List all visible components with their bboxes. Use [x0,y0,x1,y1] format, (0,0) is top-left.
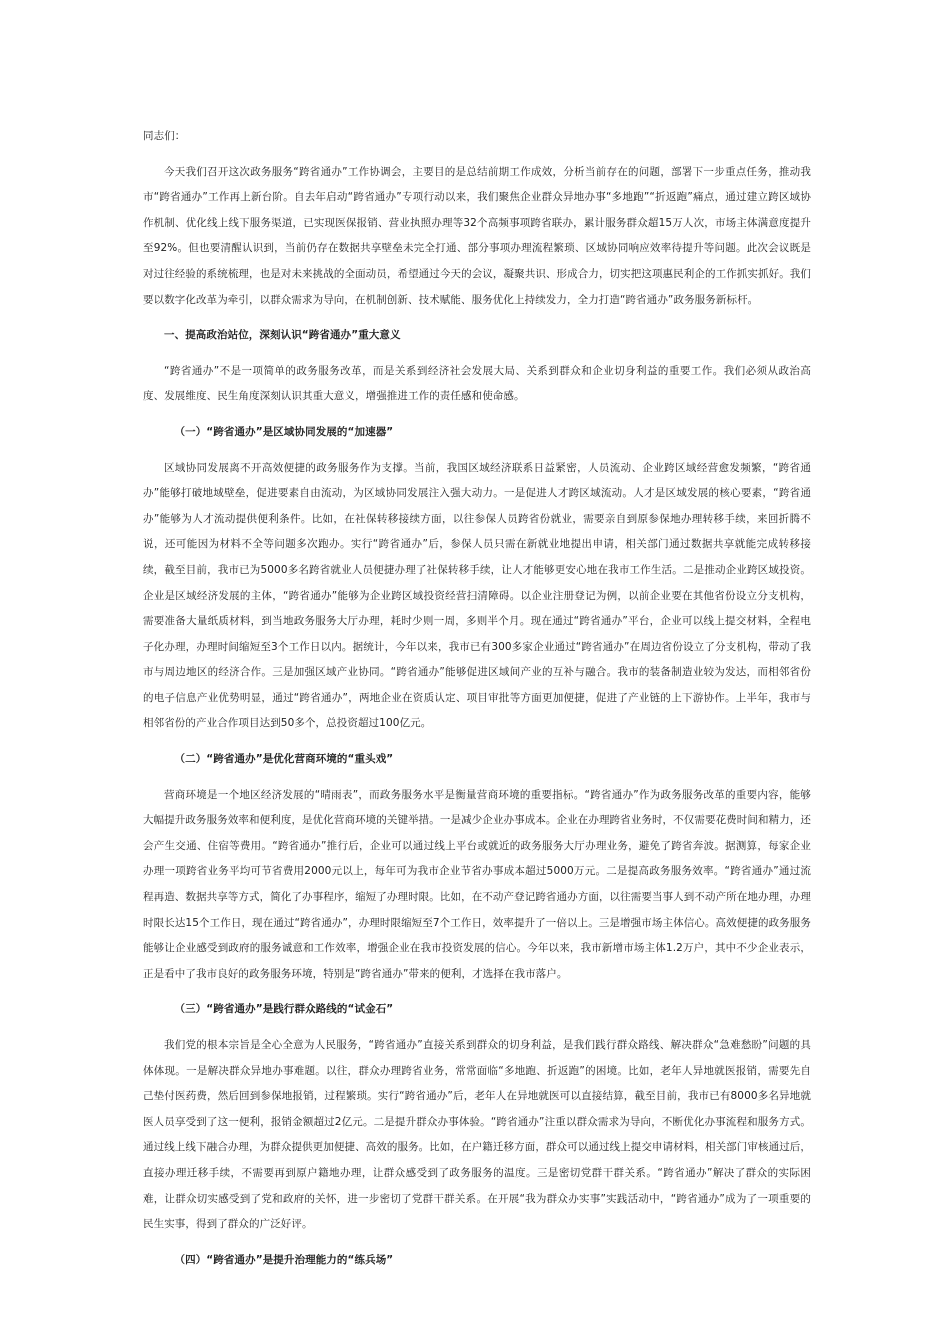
salutation: 同志们： [143,130,186,142]
section-1-heading: 一、提高政治站位，深刻认识“跨省通办”重大意义 [164,329,401,342]
subsection-2-body: 营商环境是一个地区经济发展的“晴雨表”，而政务服务水平是衡量营商环境的重要指标。“跨省通办”作为政务服务改革的重要内容，能够大幅提升政务服务效率和便利度，是优化营商环境的关键举措。一是减少企业办事成本。企业在办理跨省业务时，不仅需要花费时间和精力，还会产生交通、住宿等费用。“跨省通办”推行后，企业可以通过线上平台或就近的政务服务大厅办理业务，避免了跨省奔波。据测算，每家企业办理一项跨省业务平均可节省费用2000元以上，每年可为我市企业节省办事成本超过5000万元。二是提高政务服务效率。“跨省通办”通过流程再造、数据共享等方式，简化了办事程序，缩短了办理时限。比如，在不动产登记跨省通办方面，以往需要当事人到不动产所在地办理，办理时限长达15个工作日，现在通过“跨省通办”，办理时限缩短至7个工作日，效率提升了一倍以上。三是增强市场主体信心。高效便捷的政务服务能够让企业感受到政府的服务诚意和工作效率，增强企业在我市投资发展的信心。今年以来，我市新增市场主体1.2万户，其中不少企业表示，正是看中了我市良好的政务服务环境，特别是“跨省通办”带来的便利，才选择在我市落户。 [143,788,811,980]
subsection-4-heading: （四）“跨省通办”是提升治理能力的“练兵场” [174,1253,394,1266]
intro-paragraph: 今天我们召开这次政务服务“跨省通办”工作协调会，主要目的是总结前期工作成效，分析当前存在的问题，部署下一步重点任务，推动我市“跨省通办”工作再上新台阶。自去年启动“跨省通办”专项行动以来，我们聚焦企业群众异地办事“多地跑”“折返跑”痛点，通过建立跨区域协作机制、优化线上线下服务渠道，已实现医保报销、营业执照办理等32个高频事项跨省联办，累计服务群众超15万人次，市场主体满意度提升至92%。但也要清醒认识到，当前仍存在数据共享壁垒未完全打通、部分事项办理流程繁琐、区域协同响应效率待提升等问题。此次会议既是对过往经验的系统梳理，也是对未来挑战的全面动员，希望通过今天的会议，凝聚共识、形成合力，切实把这项惠民利企的工作抓实抓好。我们要以数字化改革为牵引，以群众需求为导向，在机制创新、技术赋能、服务优化上持续发力，全力打造“跨省通办”政务服务新标杆。 [143,165,811,306]
subsection-3-body: 我们党的根本宗旨是全心全意为人民服务，“跨省通办”直接关系到群众的切身利益，是我们践行群众路线、解决群众“急难愁盼”问题的具体体现。一是解决群众异地办事难题。以往，群众办理跨省业务，常常面临“多地跑、折返跑”的困境。比如，老年人异地就医报销，需要先自己垫付医药费，然后回到参保地报销，过程繁琐。实行“跨省通办”后，老年人在异地就医可以直接结算，截至目前，我市已有8000多名异地就医人员享受到了这一便利，报销金额超过2亿元。二是提升群众办事体验。“跨省通办”注重以群众需求为导向，不断优化办事流程和服务方式。通过线上线下融合办理，为群众提供更加便捷、高效的服务。比如，在户籍迁移方面，群众可以通过线上提交申请材料，相关部门审核通过后，直接办理迁移手续，不需要再到原户籍地办理，让群众感受到了政务服务的温度。三是密切党群干群关系。“跨省通办”解决了群众的实际困难，让群众切实感受到了党和政府的关怀，进一步密切了党群干群关系。在开展“我为群众办实事”实践活动中，“跨省通办”成为了一项重要的民生实事，得到了群众的广泛好评。 [143,1039,811,1231]
section-1-intro: “跨省通办”不是一项简单的政务服务改革，而是关系到经济社会发展大局、关系到群众和企业切身利益的重要工作。我们必须从政治高度、发展维度、民生角度深刻认识其重大意义，增强推进工作的责任感和使命感。 [143,364,811,403]
subsection-1-heading: （一）“跨省通办”是区域协同发展的“加速器” [174,425,394,438]
subsection-1-body: 区域协同发展离不开高效便捷的政务服务作为支撑。当前，我国区域经济联系日益紧密，人员流动、企业跨区域经营愈发频繁，“跨省通办”能够打破地域壁垒，促进要素自由流动，为区域协同发展注入强大动力。一是促进人才跨区域流动。人才是区域发展的核心要素，“跨省通办”能够为人才流动提供便利条件。比如，在社保转移接续方面，以往参保人员跨省份就业，需要亲自到原参保地办理转移手续，来回折腾不说，还可能因为材料不全等问题多次跑办。实行“跨省通办”后，参保人员只需在新就业地提出申请，相关部门通过数据共享就能完成转移接续，截至目前，我市已为5000多名跨省就业人员便捷办理了社保转移手续，让人才能够更安心地在我市工作生活。二是推动企业跨区域投资。企业是区域经济发展的主体，“跨省通办”能够为企业跨区域投资经营扫清障碍。以企业注册登记为例，以前企业要在其他省份设立分支机构，需要准备大量纸质材料，到当地政务服务大厅办理，耗时少则一周，多则半个月。现在通过“跨省通办”平台，企业可以线上提交材料，全程电子化办理，办理时间缩短至3个工作日以内。据统计，今年以来，我市已有300多家企业通过“跨省通办”在周边省份设立了分支机构，带动了我市与周边地区的经济合作。三是加强区域产业协同。“跨省通办”能够促进区域间产业的互补与融合。我市的装备制造业较为发达，而相邻省份的电子信息产业优势明显，通过“跨省通办”，两地企业在资质认定、项目审批等方面更加便捷，促进了产业链的上下游协作。上半年，我市与相邻省份的产业合作项目达到50多个，总投资超过100亿元。 [143,461,811,730]
subsection-2-heading: （二）“跨省通办”是优化营商环境的“重头戏” [174,753,394,766]
document-body [143,124,811,1283]
subsection-3-heading: （三）“跨省通办”是践行群众路线的“试金石” [174,1003,394,1016]
